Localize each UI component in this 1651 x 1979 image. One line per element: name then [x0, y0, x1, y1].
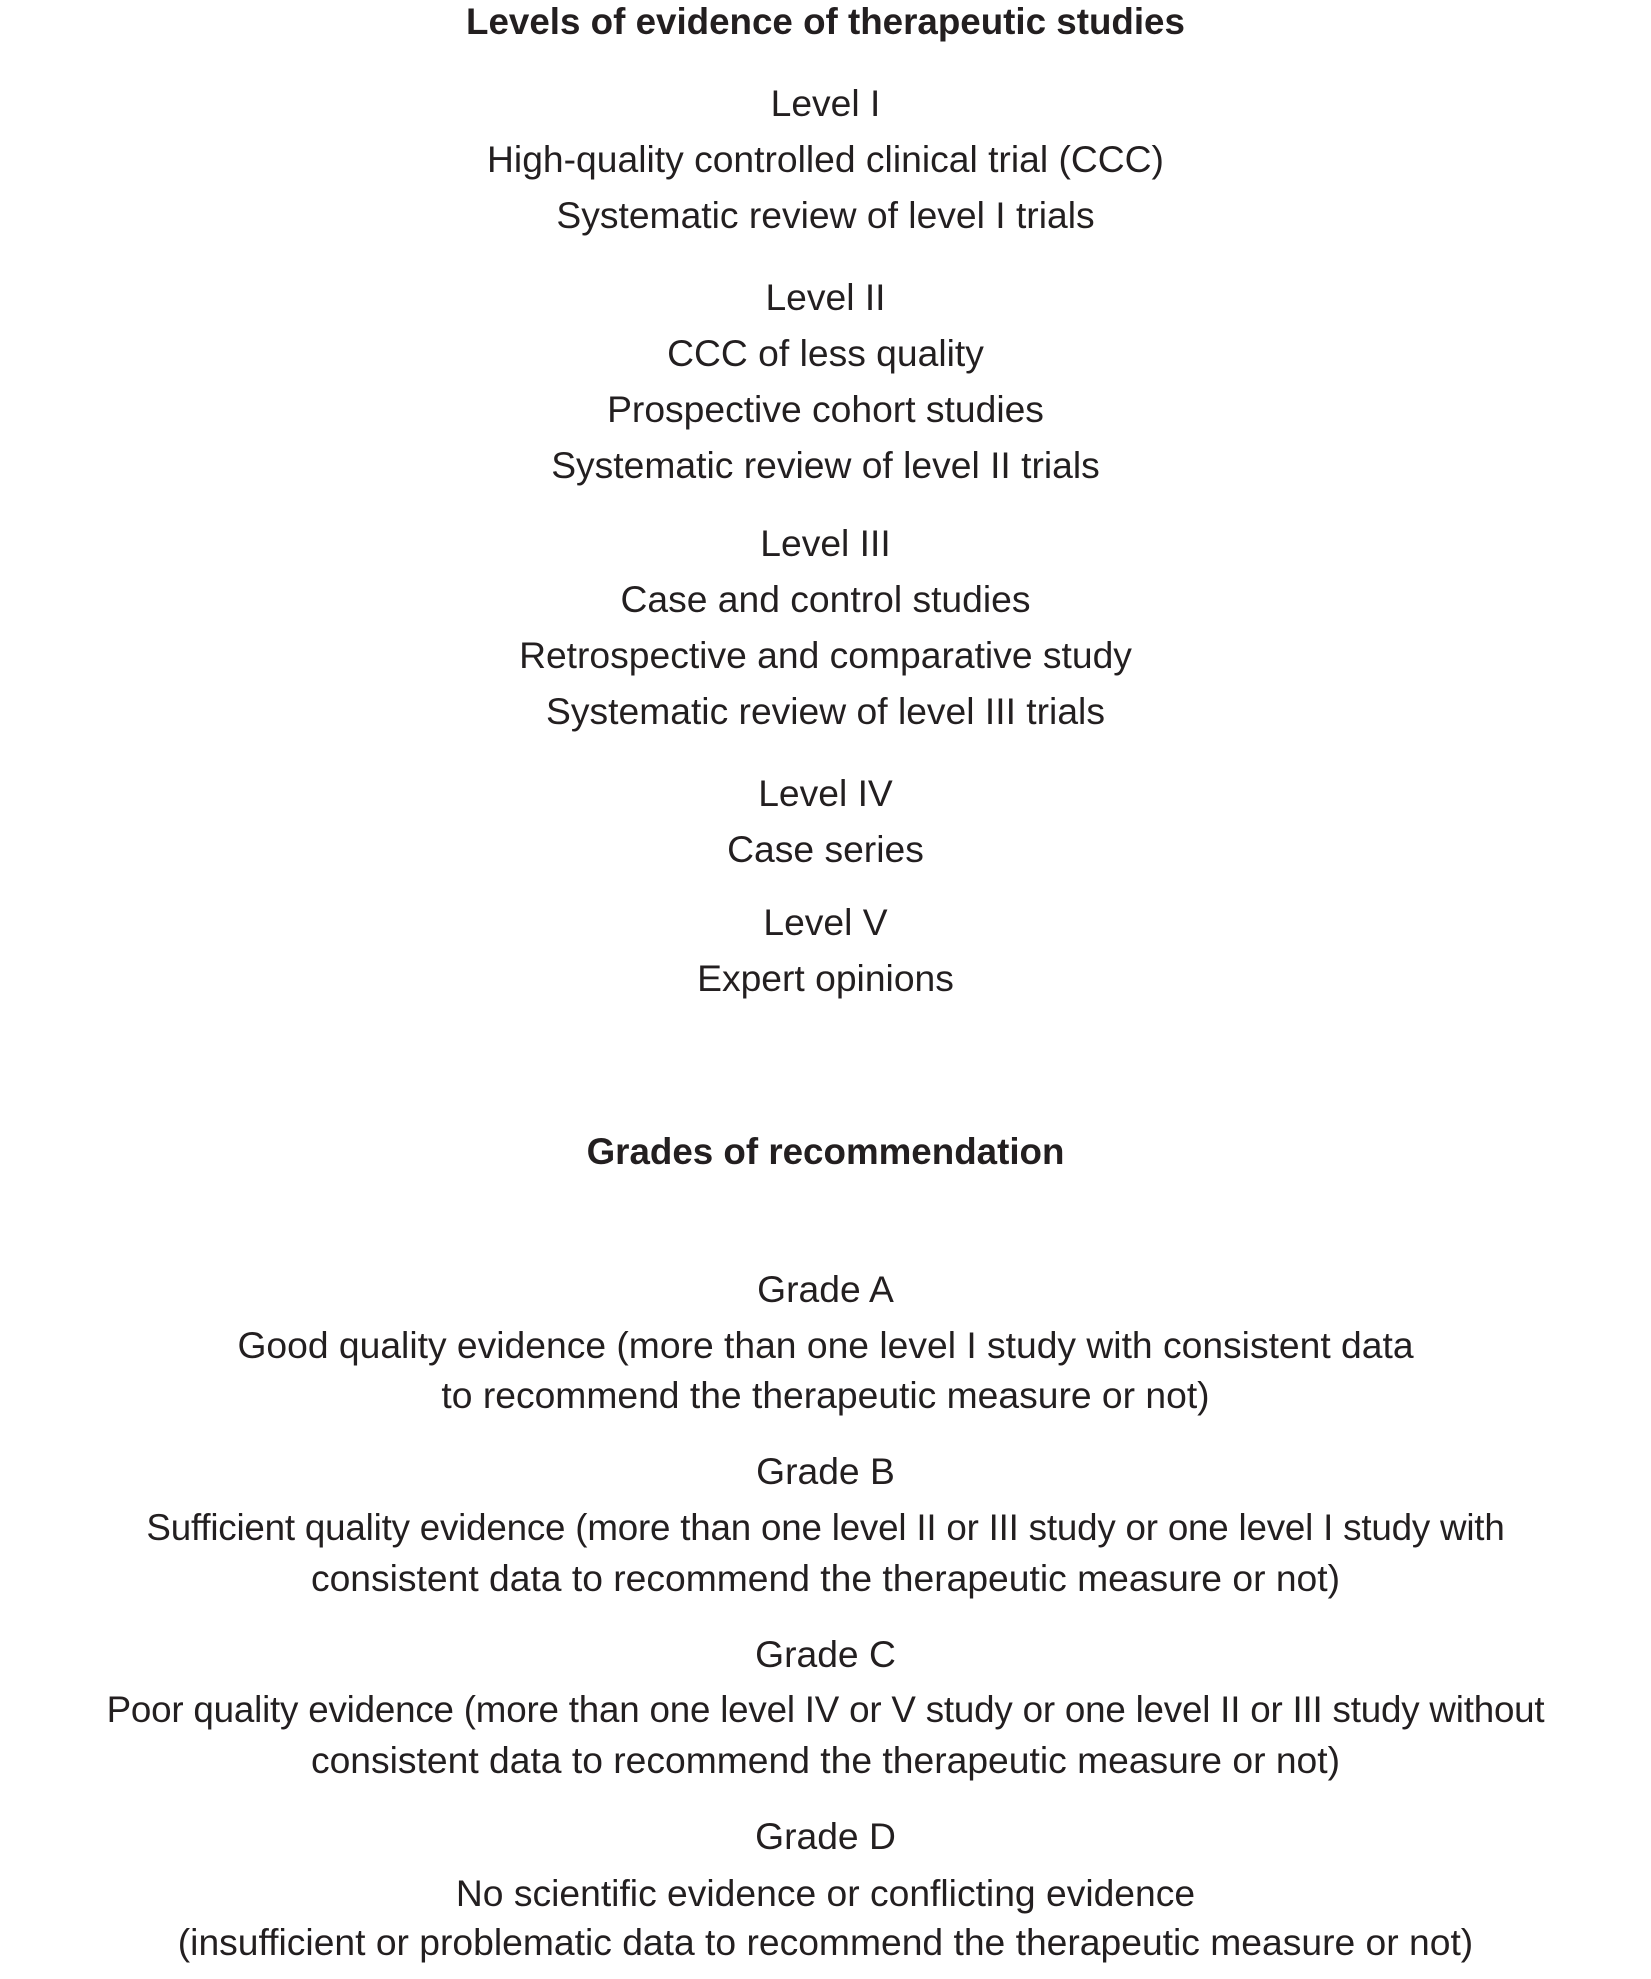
grades-heading: Grades of recommendation	[586, 1131, 1065, 1172]
level-1-line-1: High-quality controlled clinical trial (CCC)	[487, 138, 1164, 180]
level-2-line-2: Prospective cohort studies	[607, 388, 1044, 430]
grade-b-line-2: consistent data to recommend the therapeutic measure or not)	[310, 1557, 1341, 1599]
level-1-label: Level I	[770, 82, 881, 124]
grade-a-line-1: Good quality evidence (more than one level I study with consistent data	[237, 1324, 1414, 1366]
level-2-line-3: Systematic review of level II trials	[551, 444, 1100, 486]
grade-c-line-1: Poor quality evidence (more than one level IV or V study or one level II or III study without	[106, 1689, 1545, 1730]
level-3-line-1: Case and control studies	[620, 578, 1031, 620]
grade-a-line-2: to recommend the therapeutic measure or not)	[441, 1374, 1210, 1416]
grade-d-line-2: (insufficient or problematic data to recommend the therapeutic measure or not)	[177, 1921, 1474, 1963]
grade-a-label: Grade A	[757, 1268, 894, 1310]
grade-c-line-2: consistent data to recommend the therapeutic measure or not)	[310, 1739, 1341, 1781]
grade-b-line-1: Sufficient quality evidence (more than one level II or III study or one level I study with	[146, 1507, 1505, 1548]
level-4-line-1: Case series	[727, 828, 924, 870]
level-3-label: Level III	[760, 522, 891, 564]
grade-d-line-1: No scientific evidence or conflicting evidence	[455, 1872, 1196, 1914]
level-5-label: Level V	[763, 901, 888, 943]
level-5-line-1: Expert opinions	[697, 957, 954, 999]
level-3-line-2: Retrospective and comparative study	[519, 634, 1132, 676]
grade-c-label: Grade C	[755, 1633, 896, 1675]
grade-b-label: Grade B	[756, 1450, 895, 1492]
levels-heading: Levels of evidence of therapeutic studies	[466, 1, 1185, 42]
level-2-label: Level II	[765, 276, 886, 318]
level-4-label: Level IV	[758, 772, 893, 814]
level-3-line-3: Systematic review of level III trials	[546, 690, 1105, 732]
grade-d-label: Grade D	[755, 1815, 896, 1857]
level-2-line-1: CCC of less quality	[667, 332, 984, 374]
level-1-line-2: Systematic review of level I trials	[556, 194, 1095, 236]
